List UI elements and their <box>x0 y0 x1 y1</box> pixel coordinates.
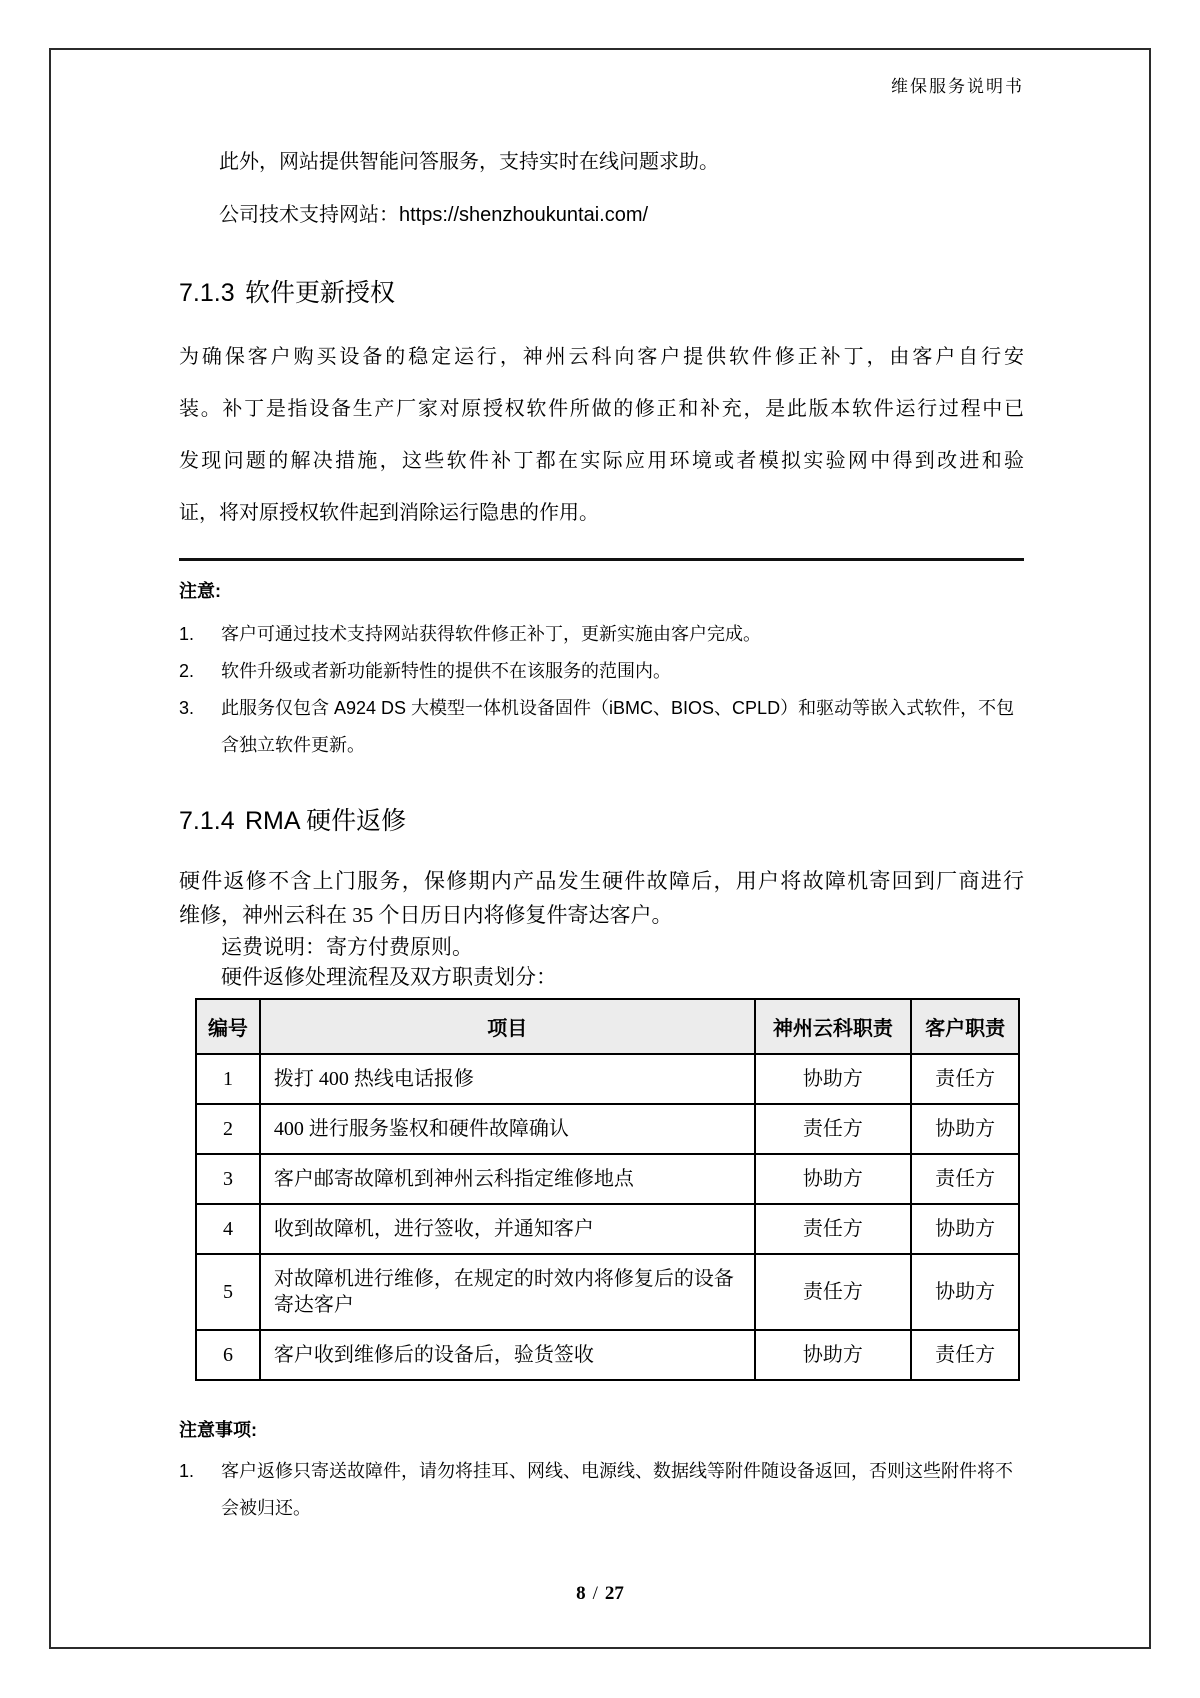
note-list-item <box>179 653 1024 690</box>
section-number: 7.1.4 <box>179 807 235 835</box>
list-item-text: 软件升级或者新功能新特性的提供不在该服务的范围内。 <box>221 661 671 681</box>
paragraph-line: 证，将对原授权软件起到消除运行隐患的作用。 <box>179 502 599 524</box>
table-row <box>196 1054 1019 1104</box>
table-intro-line: 硬件返修处理流程及双方职责划分： <box>221 965 557 989</box>
list-item-number: 1. <box>179 624 195 644</box>
cell-row-number: 3 <box>196 1154 260 1204</box>
horizontal-rule <box>179 558 1024 561</box>
list-item-number: 2. <box>179 661 195 681</box>
cell-customer-role: 协助方 <box>911 1254 1019 1330</box>
cell-vendor-role: 协助方 <box>755 1330 912 1380</box>
paragraph-line: 为确保客户购买设备的稳定运行，神州云科向客户提供软件修正补丁，由客户自行安 <box>179 346 1024 368</box>
cell-item: 拨打 400 热线电话报修 <box>260 1054 755 1104</box>
table-row <box>196 1154 1019 1204</box>
cell-customer-role: 责任方 <box>911 1154 1019 1204</box>
footer-page-number: 8 <box>576 1583 586 1604</box>
cell-customer-role: 责任方 <box>911 1330 1019 1380</box>
column-header-customer-duty: 客户职责 <box>911 999 1019 1054</box>
intro-paragraph-1: 此外，网站提供智能问答服务，支持实时在线问题求助。 <box>219 151 719 173</box>
column-header-item: 项目 <box>260 999 755 1054</box>
notes-list <box>179 1453 1024 1527</box>
section-heading-713 <box>179 276 1024 310</box>
paragraph-line: 发现问题的解决措施，这些软件补丁都在实际应用环境或者模拟实验网中得到改进和验 <box>179 450 1024 472</box>
note-list <box>179 616 1024 764</box>
section-heading-714 <box>179 804 1024 838</box>
list-item-text: 此服务仅包含 A924 DS 大模型一体机设备固件（iBMC、BIOS、CPLD）和驱动等嵌入式软件，不包含独立软件更新。 <box>221 698 1015 755</box>
cell-item: 客户收到维修后的设备后，验货签收 <box>260 1330 755 1380</box>
cell-vendor-role: 责任方 <box>755 1204 912 1254</box>
cell-vendor-role: 责任方 <box>755 1104 912 1154</box>
cell-row-number: 5 <box>196 1254 260 1330</box>
paragraph-line: 装。补丁是指设备生产厂家对原授权软件所做的修正和补充，是此版本软件运行过程中已 <box>179 398 1024 420</box>
list-item-text: 客户可通过技术支持网站获得软件修正补丁，更新实施由客户完成。 <box>221 624 761 644</box>
intro-paragraph-2: 公司技术支持网站：https://shenzhoukuntai.com/ <box>219 204 649 226</box>
list-item-number: 3. <box>179 698 195 718</box>
table-row <box>196 1330 1019 1380</box>
column-header-vendor-duty: 神州云科职责 <box>755 999 912 1054</box>
list-item-number: 1. <box>179 1461 195 1481</box>
cell-item: 400 进行服务鉴权和硬件故障确认 <box>260 1104 755 1154</box>
cell-row-number: 2 <box>196 1104 260 1154</box>
page-footer <box>51 1583 1149 1605</box>
cell-row-number: 4 <box>196 1204 260 1254</box>
notes-label: 注意事项: <box>179 1420 257 1440</box>
running-header: 维保服务说明书 <box>891 77 1024 96</box>
cell-item: 对故障机进行维修，在规定的时效内将修复后的设备寄达客户 <box>260 1254 755 1330</box>
cell-customer-role: 责任方 <box>911 1054 1019 1104</box>
cell-vendor-role: 协助方 <box>755 1154 912 1204</box>
freight-note-line: 运费说明：寄方付费原则。 <box>221 935 473 959</box>
section-title: 软件更新授权 <box>245 279 396 307</box>
note-list-item <box>179 616 1024 653</box>
cell-vendor-role: 协助方 <box>755 1054 912 1104</box>
cell-row-number: 6 <box>196 1330 260 1380</box>
section-number: 7.1.3 <box>179 279 235 307</box>
cell-customer-role: 协助方 <box>911 1104 1019 1154</box>
cell-item: 收到故障机，进行签收，并通知客户 <box>260 1204 755 1254</box>
list-item-text: 客户返修只寄送故障件，请勿将挂耳、网线、电源线、数据线等附件随设备返回，否则这些附件将不会被归还。 <box>221 1461 1013 1518</box>
section-713-paragraph <box>179 331 1024 539</box>
table-row <box>196 1254 1019 1330</box>
table-header-row <box>196 999 1019 1054</box>
cell-vendor-role: 责任方 <box>755 1254 912 1330</box>
cell-item: 客户邮寄故障机到神州云科指定维修地点 <box>260 1154 755 1204</box>
note-list-item <box>179 690 1024 764</box>
paragraph-line: 维修，神州云科在 35 个日历日内将修复件寄达客户。 <box>179 903 673 927</box>
table-body <box>196 1054 1019 1380</box>
section-title: RMA 硬件返修 <box>245 807 407 835</box>
cell-row-number: 1 <box>196 1054 260 1104</box>
section-714-paragraph <box>179 864 1024 932</box>
footer-total-pages: 27 <box>604 1583 624 1604</box>
page-border-frame <box>49 48 1151 1649</box>
cell-customer-role: 协助方 <box>911 1204 1019 1254</box>
table-row <box>196 1204 1019 1254</box>
column-header-no: 编号 <box>196 999 260 1054</box>
paragraph-line: 硬件返修不含上门服务，保修期内产品发生硬件故障后，用户将故障机寄回到厂商进行 <box>179 869 1024 893</box>
note-label: 注意: <box>179 581 221 601</box>
notes-list-item <box>179 1453 1024 1527</box>
rma-process-table <box>195 998 1020 1381</box>
footer-separator: / <box>592 1583 598 1604</box>
table-row <box>196 1104 1019 1154</box>
